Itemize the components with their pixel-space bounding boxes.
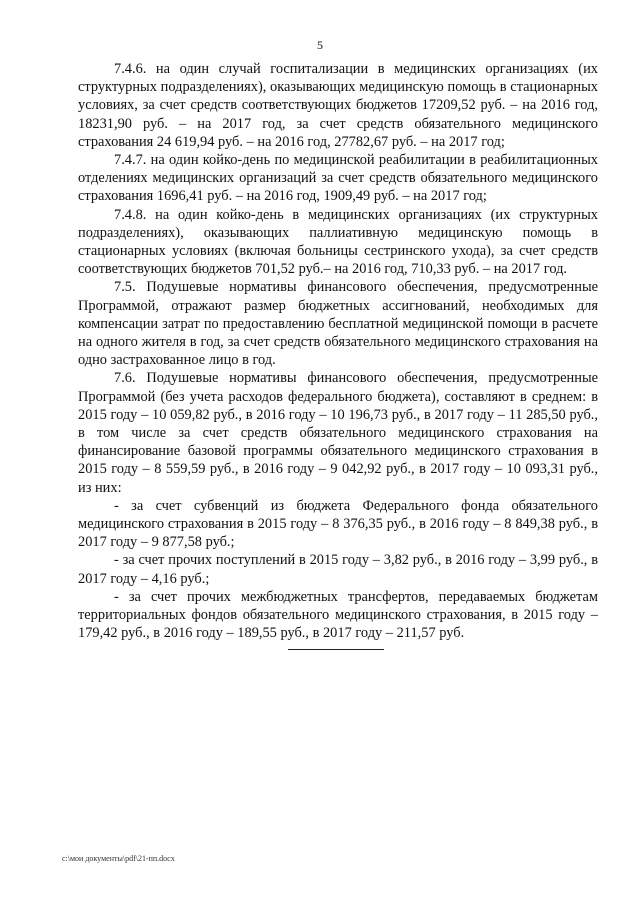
paragraph-7-6: 7.6. Подушевые нормативы финансового обеспечения, предусмотренные Программой (без учета расходов федерального бюджета), составляют в среднем: в 2015 году – 10 059,82 руб., в 2016 году – 10 196,73 руб., в 2017 году – 11 285,50 руб., в том числе за счет средств обязательного медицинского страхования на финансирование базовой программы обязательного медицинского страхования в 2015 году – 8 559,59 руб., в 2016 году – 9 042,92 руб., в 2017 году – 10 093,31 руб., из них: bbox=[78, 370, 598, 496]
list-item-subventions: - за счет субвенций из бюджета Федерального фонда обязательного медицинского страхования в 2015 году – 8 376,35 руб., в 2016 году – 8 849,38 руб., в 2017 году – 9 877,58 руб.; bbox=[78, 497, 598, 551]
document-body bbox=[78, 60, 598, 643]
list-item-interbudget-transfers: - за счет прочих межбюджетных трансфертов, передаваемых бюджетам территориальных фондов обязательного медицинского страхования, в 2015 году – 179,42 руб., в 2016 году – 189,55 руб., в 2017 году – 211,57 руб. bbox=[78, 588, 598, 642]
end-divider bbox=[288, 649, 384, 650]
footer-file-path: c:\мои документы\pdf\21-пп.docx bbox=[62, 854, 175, 863]
paragraph-7-4-7: 7.4.7. на один койко-день по медицинской реабилитации в реабилитационных отделениях медицинских организаций за счет средств обязательного медицинского страхования 1696,41 руб. – на 2016 год, 1909,49 руб. – на 2017 год; bbox=[78, 152, 598, 205]
paragraph-7-4-8: 7.4.8. на один койко-день в медицинских организациях (их структурных подразделениях), оказывающих паллиативную медицинскую помощь в стационарных условиях (включая больницы сестринского ухода), за счет средств соответствующих бюджетов 701,52 руб.– на 2016 год, 710,33 руб. – на 2017 год. bbox=[78, 206, 598, 278]
list-item-other-receipts: - за счет прочих поступлений в 2015 году – 3,82 руб., в 2016 году – 3,99 руб., в 2017 году – 4,16 руб.; bbox=[78, 552, 598, 587]
page-number: 5 bbox=[317, 38, 323, 52]
paragraph-7-4-6: 7.4.6. на один случай госпитализации в медицинских организациях (их структурных подразделениях), оказывающих медицинскую помощь в стационарных условиях, за счет средств соответствующих бюджетов 17209,52 руб. – на 2016 год, 18231,90 руб. – на 2017 год, за счет средств обязательного медицинского страхования 24 619,94 руб. – на 2016 год, 27782,67 руб. – на 2017 год; bbox=[78, 61, 598, 150]
paragraph-7-5: 7.5. Подушевые нормативы финансового обеспечения, предусмотренные Программой, отражают размер бюджетных ассигнований, необходимых для компенсации затрат по предоставлению бесплатной медицинской помощи в расчете на одного жителя в год, за счет средств обязательного медицинского страхования на одно застрахованное лицо в год. bbox=[78, 279, 598, 369]
